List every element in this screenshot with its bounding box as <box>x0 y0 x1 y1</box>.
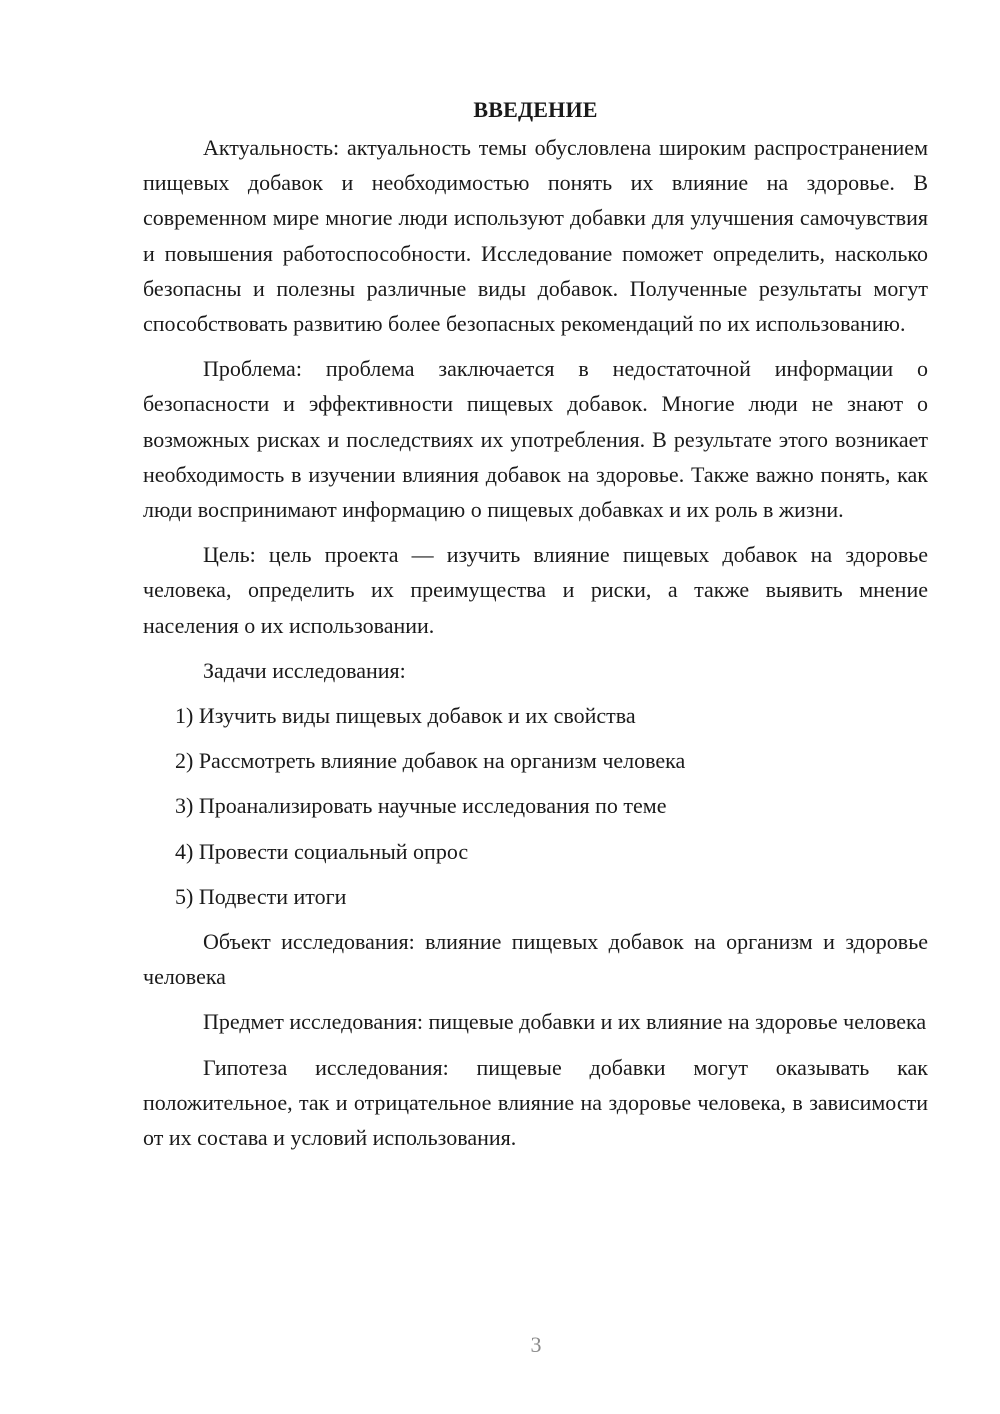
task-item-5: 5) Подвести итоги <box>175 883 347 909</box>
document-page <box>143 92 928 1165</box>
paragraph-object: Объект исследования: влияние пищевых добавок на организм и здоровье человека <box>143 929 928 990</box>
task-item-1: 1) Изучить виды пищевых добавок и их свойства <box>175 703 636 729</box>
paragraph-goal: Цель: цель проекта — изучить влияние пищевых добавок на здоровье человека, определить их преимущества и риски, а также выявить мнение населения о их использовании. <box>143 542 928 638</box>
tasks-list <box>143 698 928 914</box>
paragraph-problem: Проблема: проблема заключается в недостаточной информации о безопасности и эффективности пищевых добавок. Многие люди не знают о возможных рисках и последствиях их употребления. В результате этого возникает необходимость в изучении влияния добавок на здоровье. Также важно понять, как люди воспринимают информацию о пищевых добавках и их роль в жизни. <box>143 356 928 523</box>
paragraph-hypothesis: Гипотеза исследования: пищевые добавки могут оказывать как положительное, так и отрицательное влияние на здоровье человека, в зависимости от их состава и условий использования. <box>143 1054 928 1151</box>
section-title: ВВЕДЕНИЕ <box>473 97 598 122</box>
paragraph-subject: Предмет исследования: пищевые добавки и их влияние на здоровье человека <box>203 1009 927 1035</box>
tasks-heading: Задачи исследования: <box>203 657 406 683</box>
task-item-2: 2) Рассмотреть влияние добавок на организм человека <box>175 748 686 774</box>
page-number: 3 <box>530 1332 542 1357</box>
paragraph-relevance: Актуальность: актуальность темы обусловлена широким распространением пищевых добавок и необходимостью понять их влияние на здоровье. В современном мире многие люди используют добавки для улучшения самочувствия и повышения работоспособности. Исследование поможет определить, насколько безопасны и полезны различные виды добавок. Полученные результаты могут способствовать развитию более безопасных рекомендаций по их использованию. <box>143 135 928 337</box>
task-item-4: 4) Провести социальный опрос <box>175 838 469 864</box>
task-item-3: 3) Проанализировать научные исследования по теме <box>175 793 667 819</box>
